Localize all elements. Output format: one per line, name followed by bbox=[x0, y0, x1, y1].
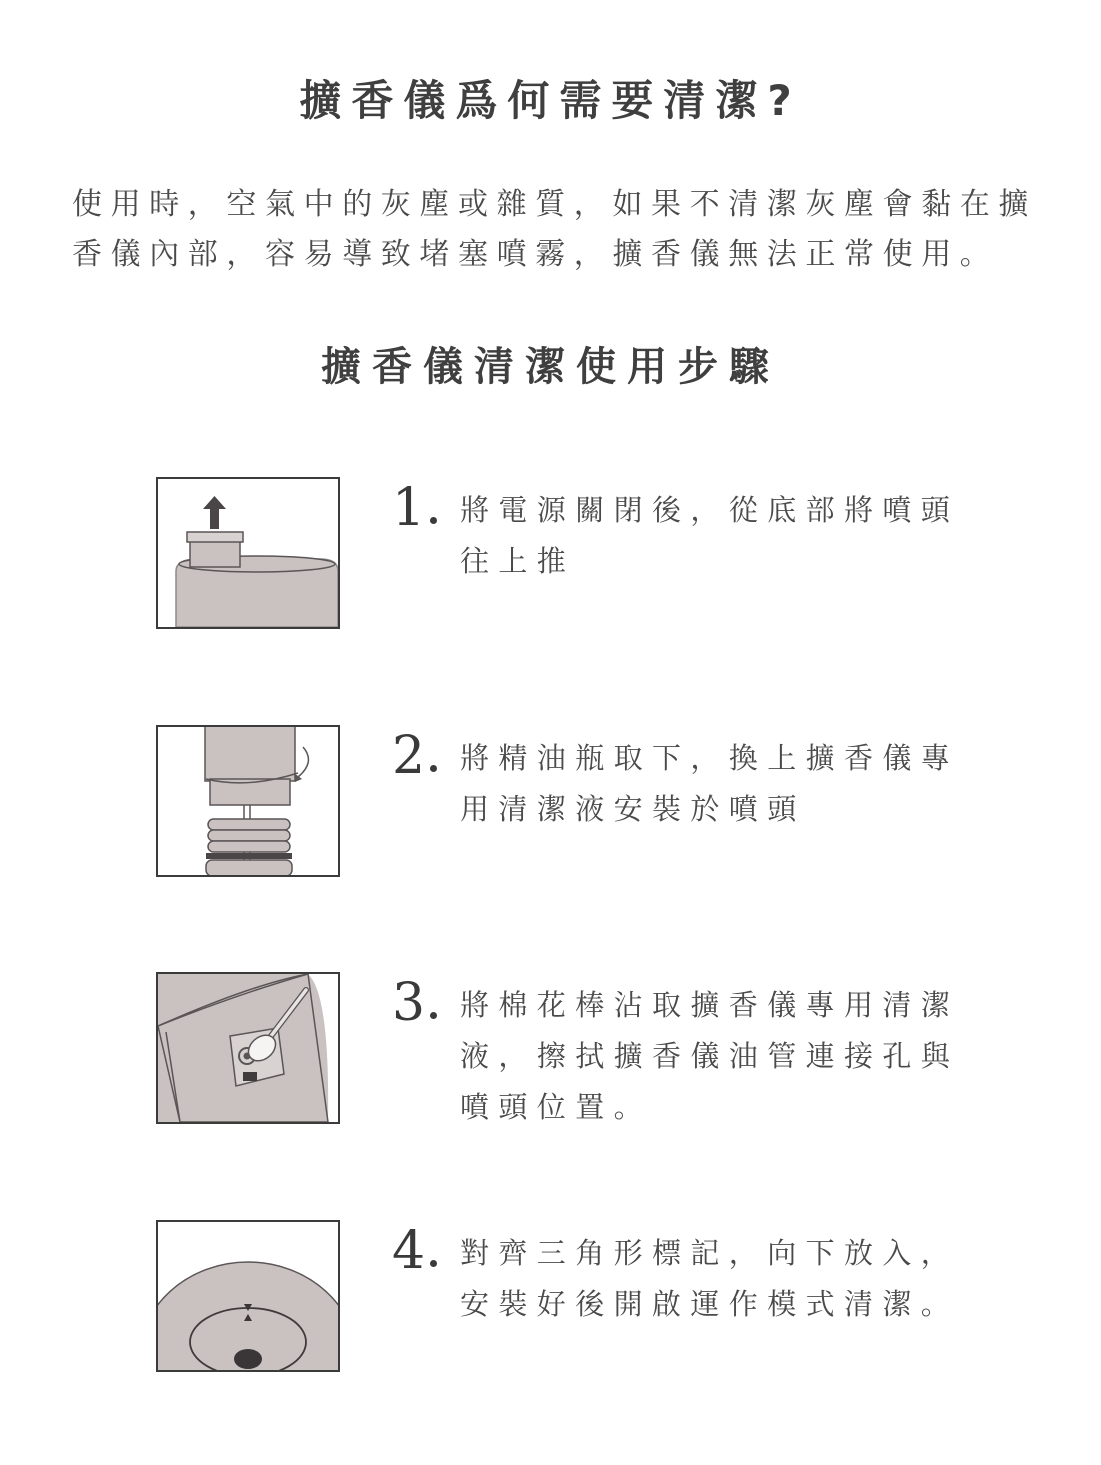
step-1-line-1: 將電源關閉後，從底部將噴頭 bbox=[460, 493, 960, 527]
step-1 bbox=[0, 477, 1101, 637]
step-3-dot bbox=[430, 1012, 437, 1019]
step-4-illustration bbox=[156, 1220, 340, 1372]
step-3-text bbox=[460, 980, 980, 1133]
step-1-number: 1 bbox=[392, 478, 426, 538]
step-2-text bbox=[460, 733, 980, 835]
step-3-line-2: 液，擦拭擴香儀油管連接孔與 bbox=[460, 1039, 960, 1073]
intro-line-1: 使用時，空氣中的灰塵或雜質，如果不清潔灰塵會黏在擴 bbox=[72, 187, 1037, 222]
step-1-line-2: 往上推 bbox=[460, 544, 576, 578]
step-4-dot bbox=[430, 1260, 437, 1267]
align-triangle-mark-illustration bbox=[158, 1222, 338, 1370]
step-4-text bbox=[460, 1228, 980, 1330]
step-1-illustration bbox=[156, 477, 340, 629]
step-2-line-2: 用清潔液安裝於噴頭 bbox=[460, 792, 806, 826]
step-2-number: 2 bbox=[392, 726, 426, 786]
steps-title: 擴香儀清潔使用步驟 bbox=[321, 344, 780, 390]
step-1-dot bbox=[430, 517, 437, 524]
step-1-text bbox=[460, 485, 980, 587]
cotton-swab-cleaning-illustration bbox=[158, 974, 338, 1122]
step-2-dot bbox=[430, 765, 437, 772]
intro-paragraph bbox=[72, 180, 1052, 280]
step-4-line-1: 對齊三角形標記，向下放入， bbox=[460, 1236, 960, 1270]
step-3-line-3: 噴頭位置。 bbox=[460, 1090, 653, 1124]
step-3-illustration bbox=[156, 972, 340, 1124]
step-2-illustration bbox=[156, 725, 340, 877]
step-4-number: 4 bbox=[392, 1221, 426, 1281]
step-2 bbox=[0, 725, 1101, 885]
step-3-number: 3 bbox=[392, 973, 426, 1033]
step-4 bbox=[0, 1220, 1101, 1380]
nozzle-push-up-illustration bbox=[158, 479, 338, 627]
oil-bottle-swap-illustration bbox=[158, 727, 338, 875]
intro-line-2: 香儀內部，容易導致堵塞噴霧，擴香儀無法正常使用。 bbox=[72, 237, 999, 272]
step-2-line-1: 將精油瓶取下，換上擴香儀專 bbox=[460, 741, 960, 775]
page-title: 擴香儀爲何需要清潔? bbox=[299, 76, 802, 125]
step-3 bbox=[0, 972, 1101, 1132]
step-4-line-2: 安裝好後開啟運作模式清潔。 bbox=[460, 1287, 960, 1321]
step-3-line-1: 將棉花棒沾取擴香儀專用清潔 bbox=[460, 988, 960, 1022]
